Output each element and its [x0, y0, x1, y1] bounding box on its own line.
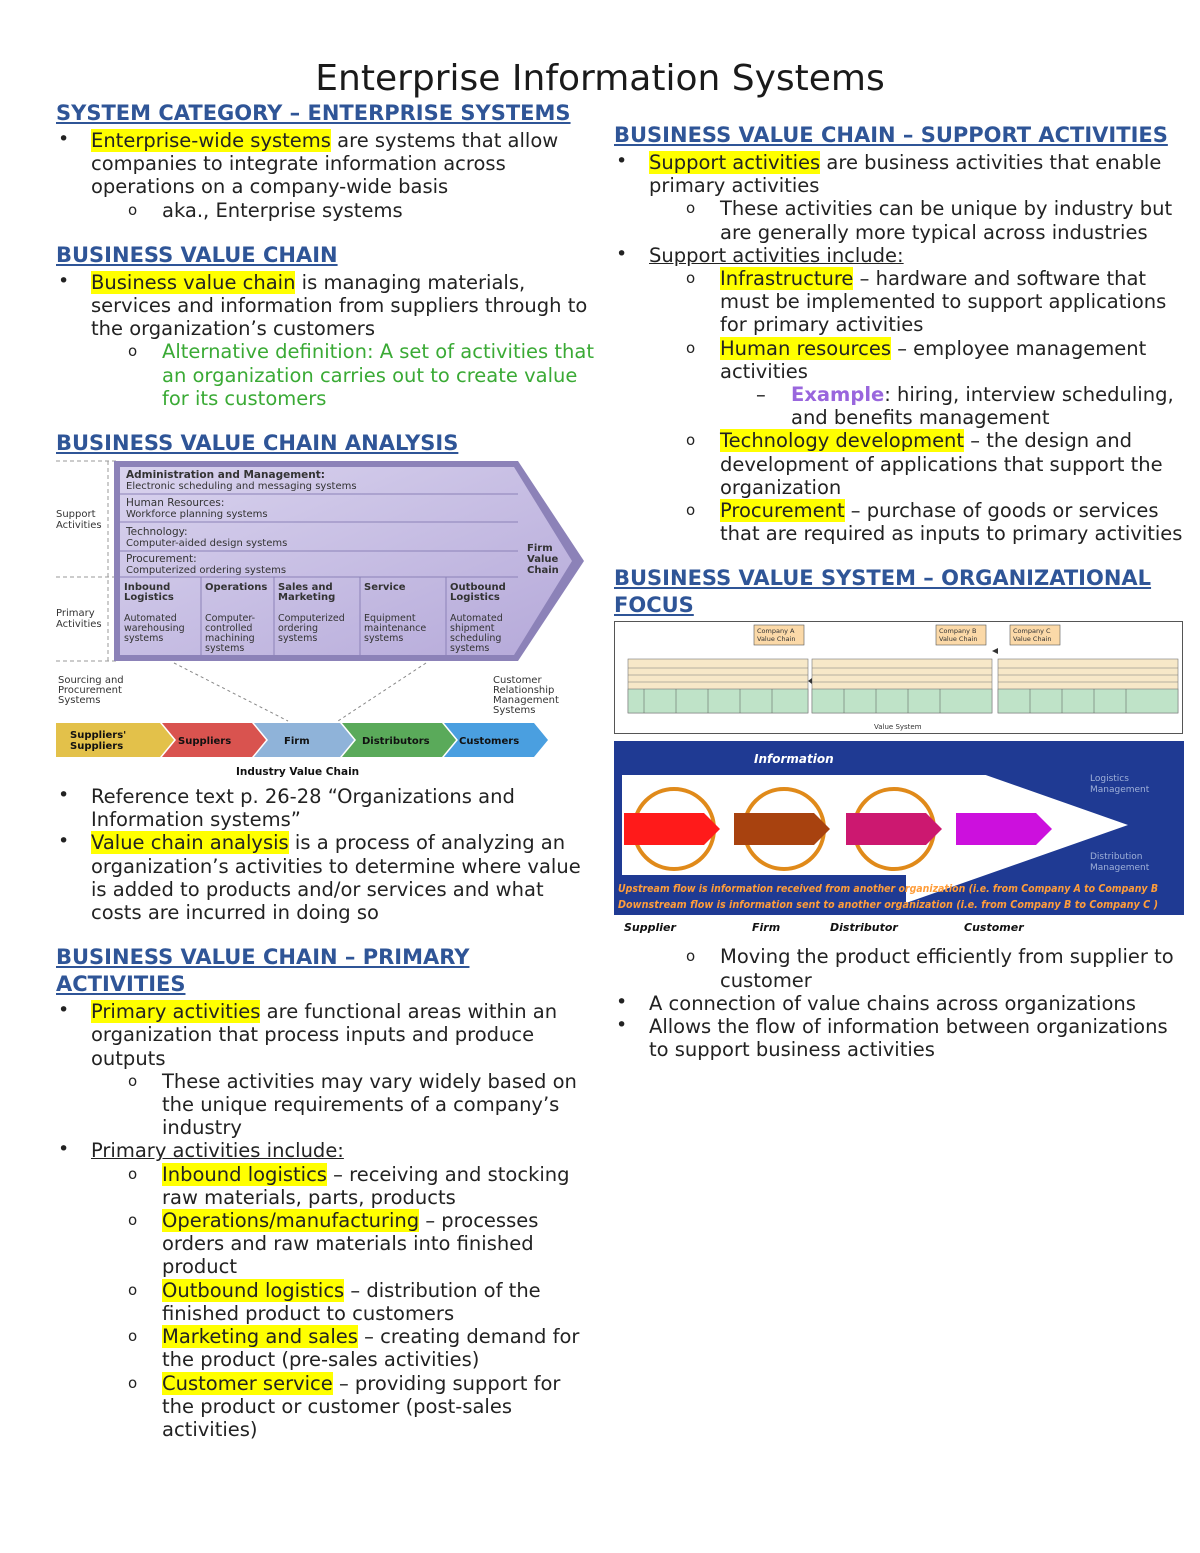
sub-list-item: o Inbound logistics – receiving and stocking raw materials, parts, products	[128, 1162, 570, 1209]
stage-label: Supplier	[624, 921, 676, 935]
sub-list-item: o Technology development – the design and development of applications that support the organization	[686, 429, 1163, 499]
industry-chain-stage: Firm	[284, 736, 310, 748]
list-item: • Reference text p. 26-28 “Organizations and Information systems”	[58, 784, 515, 832]
highlight-term: Support activities	[649, 151, 821, 174]
highlight-term: Primary activities	[91, 1000, 261, 1024]
highlight-term: Procurement	[720, 499, 845, 523]
primary-activities-label: Primary Activities	[56, 608, 102, 631]
page-title: Enterprise Information Systems	[315, 58, 885, 99]
company-value-chain	[998, 659, 1178, 713]
sub-list-item: o Operations/manufacturing – processes orders and raw materials into finished product	[128, 1209, 539, 1279]
list-item: • Primary activities include:	[58, 1138, 344, 1163]
downstream-text: Downstream flow is information sent to another organization (i.e. from Company B to Company C )	[618, 899, 1158, 912]
company-value-chain	[812, 659, 992, 713]
sourcing-label: Sourcing and Procurement Systems	[58, 675, 124, 707]
sub-list-item: o Customer service – providing support for the product or customer (post-sales activities)	[128, 1371, 561, 1441]
heading-support-activities: BUSINESS VALUE CHAIN – SUPPORT ACTIVITIES	[614, 123, 1168, 147]
list-item: • Allows the flow of information between organizations to support business activities	[616, 1014, 1168, 1062]
highlight-term: Inbound logistics	[162, 1162, 327, 1186]
support-row-name: Technology:	[126, 526, 188, 539]
support-activities-label: Support Activities	[56, 509, 102, 532]
left-column	[56, 100, 596, 1441]
primary-col-name: Inbound Logistics	[124, 582, 174, 604]
sub-list-item: o Alternative definition: A set of activities that an organization carries out to create value for its customers	[128, 340, 594, 410]
highlight-term: Marketing and sales	[162, 1325, 358, 1349]
upstream-text: Upstream flow is information received from another organization (i.e. from Company A to Company B	[618, 883, 1158, 896]
highlight-term: Enterprise-wide systems	[91, 129, 331, 152]
right-column	[614, 122, 1189, 1061]
heading-value-chain-analysis: BUSINESS VALUE CHAIN ANALYSIS	[56, 431, 459, 456]
sub-list-item: o Outbound logistics – distribution of the finished product to customers	[128, 1278, 541, 1325]
industry-chain-stage: Suppliers	[178, 736, 232, 748]
support-row-name: Administration and Management:	[126, 469, 325, 482]
highlight-term: Value chain analysis	[91, 831, 289, 855]
company-value-chain	[628, 659, 808, 713]
highlight-term: Human resources	[720, 336, 892, 360]
highlight-term: Customer service	[162, 1371, 333, 1395]
support-row-desc: Computerized ordering systems	[126, 565, 287, 577]
example-item: – Example: hiring, interview scheduling, and benefits management	[756, 383, 1174, 430]
industry-value-chain-label: Industry Value Chain	[236, 766, 360, 779]
highlight-term: Technology development	[720, 429, 965, 453]
list-item: • Support activities include:	[616, 242, 904, 267]
value-system-figure	[614, 621, 1184, 735]
list-item: • Primary activities are functional areas within an organization that process inputs and produce outputs	[58, 999, 558, 1070]
list-item: • Enterprise-wide systems are systems that allow companies to integrate information across operations on a company-wide basis	[58, 128, 559, 199]
industry-chain-stage: Distributors	[362, 736, 430, 748]
primary-col-desc: Automated warehousing systems	[124, 613, 185, 645]
value-system-caption: Value System	[874, 723, 922, 732]
heading-primary-activities: BUSINESS VALUE CHAIN – PRIMARY ACTIVITIES	[56, 945, 470, 997]
industry-chain-stage: Suppliers' Suppliers	[70, 730, 127, 753]
support-row-desc: Electronic scheduling and messaging systems	[126, 481, 357, 493]
list-item: • Business value chain is managing materials, services and information from suppliers through to the organization’s customers	[58, 269, 588, 341]
information-label: Information	[754, 752, 834, 767]
highlight-term: Business value chain	[91, 270, 296, 294]
information-flow-figure	[614, 741, 1184, 937]
distribution-label: Distribution Management	[1090, 852, 1150, 874]
sub-list-item: o These activities may vary widely based on the unique requirements of a company’s industry	[128, 1069, 577, 1140]
highlight-term: Infrastructure	[720, 267, 854, 291]
firm-value-chain-label: Firm Value Chain	[527, 543, 559, 577]
sub-list-item: o These activities can be unique by industry but are generally more typical across industries	[686, 197, 1173, 244]
list-item: • A connection of value chains across organizations	[616, 990, 1136, 1015]
sub-list-item: o aka., Enterprise systems	[128, 198, 403, 222]
value-chain-figure	[56, 459, 596, 781]
highlight-term: Operations/manufacturing	[162, 1209, 420, 1233]
primary-col-name: Operations	[205, 582, 268, 594]
primary-col-name: Sales and Marketing	[278, 582, 336, 604]
company-label: Company A Value Chain	[757, 627, 796, 644]
primary-col-name: Service	[364, 582, 406, 594]
sub-list-item: o Moving the product efficiently from supplier to customer	[686, 945, 1174, 992]
stage-label: Customer	[964, 921, 1024, 935]
list-item: • Value chain analysis is a process of analyzing an organization’s activities to determine where value is added to products and/or services and what costs are incurred in doing so	[58, 830, 581, 925]
industry-chain-stage: Customers	[459, 736, 520, 748]
primary-col-name: Outbound Logistics	[450, 582, 506, 604]
sub-list-item: o Marketing and sales – creating demand for the product (pre-sales activities)	[128, 1325, 580, 1372]
primary-col-desc: Equipment maintenance systems	[364, 613, 427, 645]
heading-system-category: SYSTEM CATEGORY – ENTERPRISE SYSTEMS	[56, 101, 571, 125]
sub-list-item: o Infrastructure – hardware and software that must be implemented to support applications for primary activities	[686, 267, 1167, 337]
primary-col-desc: Automated shipment scheduling systems	[450, 613, 503, 655]
logistics-label: Logistics Management	[1090, 774, 1150, 796]
company-label: Company C Value Chain	[1013, 627, 1052, 644]
heading-business-value-chain: BUSINESS VALUE CHAIN	[56, 242, 338, 267]
support-row-name: Human Resources:	[126, 497, 225, 510]
stage-label: Distributor	[830, 921, 898, 935]
sub-list-item: o Human resources – employee management activities	[686, 336, 1147, 383]
support-row-name: Procurement:	[126, 553, 197, 566]
highlight-term: Outbound logistics	[162, 1278, 345, 1302]
heading-value-system: BUSINESS VALUE SYSTEM – ORGANIZATIONAL FOCUS	[614, 566, 1152, 618]
crm-label: Customer Relationship Management Systems	[493, 675, 559, 717]
list-item: • Support activities are business activities that enable primary activities	[616, 150, 1162, 198]
sub-list-item: o Procurement – purchase of goods or services that are required as inputs to primary activities	[686, 499, 1183, 546]
support-row-desc: Computer-aided design systems	[126, 538, 288, 550]
company-label: Company B Value Chain	[939, 627, 978, 644]
primary-col-desc: Computerized ordering systems	[278, 613, 345, 645]
stage-label: Firm	[752, 921, 781, 935]
primary-col-desc: Computer-controlled machining systems	[205, 613, 256, 655]
support-row-desc: Workforce planning systems	[126, 509, 268, 521]
